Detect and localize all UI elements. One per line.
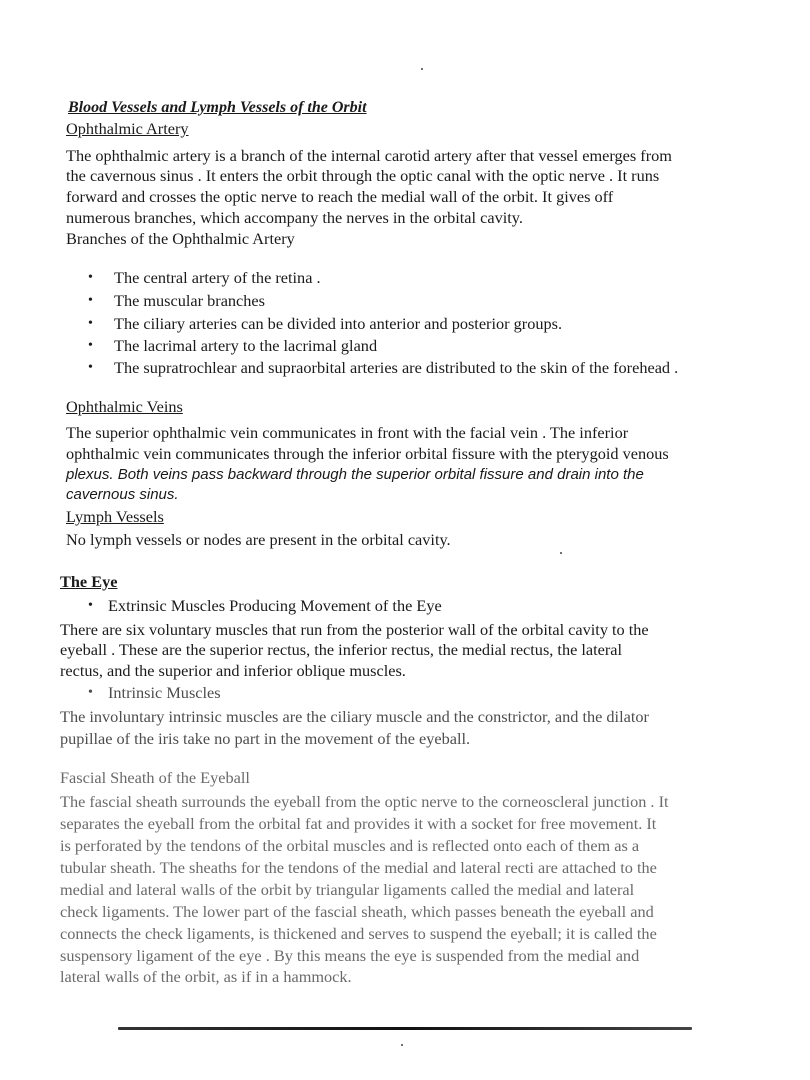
extrinsic-bullet: Extrinsic Muscles Producing Movement of the Eye xyxy=(108,596,442,615)
paragraph-line: separates the eyeball from the orbital fat and provides it with a socket for free movement. It xyxy=(60,814,657,833)
branch-item: The muscular branches xyxy=(114,291,265,310)
branch-item: The supratrochlear and supraorbital arteries are distributed to the skin of the forehead . xyxy=(114,358,679,377)
branch-item: The central artery of the retina . xyxy=(114,268,321,287)
paragraph-line: rectus, and the superior and inferior oblique muscles. xyxy=(60,661,406,680)
paragraph-line: The superior ophthalmic vein communicates in front with the facial vein . The inferior xyxy=(66,423,629,442)
paragraph-line: cavernous sinus. xyxy=(66,486,179,503)
paragraph-line: There are six voluntary muscles that run from the posterior wall of the orbital cavity to the xyxy=(60,620,649,639)
bullet-icon: • xyxy=(88,316,93,331)
ophthalmic-veins-title: Ophthalmic Veins xyxy=(66,397,183,416)
paragraph-line: pupillae of the iris take no part in the movement of the eyeball. xyxy=(60,729,471,748)
paragraph-line: is perforated by the tendons of the orbital muscles and is reflected onto each of them as a xyxy=(60,836,640,855)
the-eye-title: The Eye xyxy=(60,572,118,591)
paragraph-line: The ophthalmic artery is a branch of the internal carotid artery after that vessel emerges from xyxy=(66,146,672,165)
paragraph-line: The fascial sheath surrounds the eyeball from the optic nerve to the corneoscleral junction . It xyxy=(60,792,669,811)
ophthalmic-artery-title: Ophthalmic Artery xyxy=(66,119,189,138)
scan-speck xyxy=(421,68,423,70)
paragraph-line: suspensory ligament of the eye . By this means the eye is suspended from the medial and xyxy=(60,946,640,965)
paragraph-line: lateral walls of the orbit, as if in a hammock. xyxy=(60,967,352,986)
paragraph-line: check ligaments. The lower part of the fascial sheath, which passes beneath the eyeball and xyxy=(60,902,654,921)
scan-speck xyxy=(401,1044,403,1046)
fascial-sheath-title: Fascial Sheath of the Eyeball xyxy=(60,768,250,787)
intrinsic-bullet: Intrinsic Muscles xyxy=(108,683,221,702)
lymph-vessels-text: No lymph vessels or nodes are present in the orbital cavity. xyxy=(66,530,451,549)
paragraph-line: eyeball . These are the superior rectus, the inferior rectus, the medial rectus, the lateral xyxy=(60,640,623,659)
branches-title: Branches of the Ophthalmic Artery xyxy=(66,229,295,248)
document-heading: Blood Vessels and Lymph Vessels of the Orbit xyxy=(68,99,367,116)
paragraph-line: ophthalmic vein communicates through the inferior orbital fissure with the pterygoid venous xyxy=(66,444,669,463)
lymph-vessels-title: Lymph Vessels xyxy=(66,507,164,526)
branch-item: The ciliary arteries can be divided into anterior and posterior groups. xyxy=(114,314,563,333)
scan-speck xyxy=(560,552,562,554)
bullet-icon: • xyxy=(88,293,93,308)
footer-rule xyxy=(118,1027,692,1030)
bullet-icon: • xyxy=(88,598,93,613)
paragraph-line: the cavernous sinus . It enters the orbit through the optic canal with the optic nerve . It runs xyxy=(66,166,660,185)
bullet-icon: • xyxy=(88,338,93,353)
paragraph-line: forward and crosses the optic nerve to reach the medial wall of the orbit. It gives off xyxy=(66,187,614,206)
bullet-icon: • xyxy=(88,270,93,285)
paragraph-line: numerous branches, which accompany the nerves in the orbital cavity. xyxy=(66,208,523,227)
branch-item: The lacrimal artery to the lacrimal gland xyxy=(114,336,378,355)
paragraph-line: The involuntary intrinsic muscles are the ciliary muscle and the constrictor, and the dilator xyxy=(60,707,649,726)
bullet-icon: • xyxy=(88,360,93,375)
paragraph-line: connects the check ligaments, is thickened and serves to suspend the eyeball; it is called the xyxy=(60,924,657,943)
paragraph-line: medial and lateral walls of the orbit by triangular ligaments called the medial and lateral xyxy=(60,880,635,899)
paragraph-line: plexus. Both veins pass backward through the superior orbital fissure and drain into the xyxy=(66,466,644,483)
bullet-icon: • xyxy=(88,685,93,700)
paragraph-line: tubular sheath. The sheaths for the tendons of the medial and lateral recti are attached to the xyxy=(60,858,657,877)
